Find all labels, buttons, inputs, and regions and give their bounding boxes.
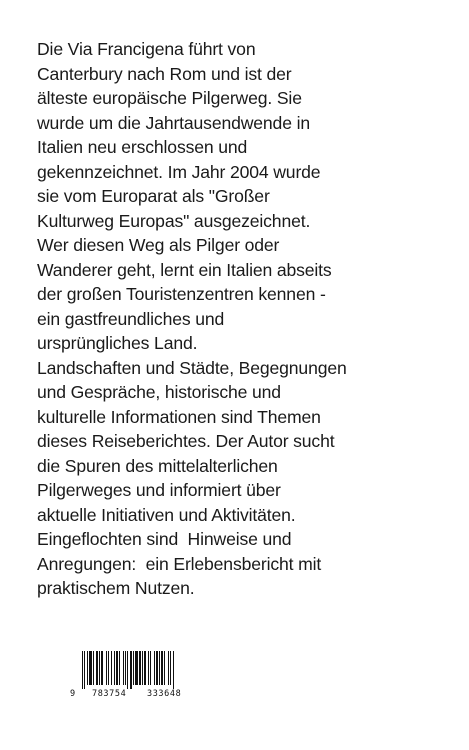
barcode-bar [84, 651, 85, 689]
blurb-line: und Gespräche, historische und [37, 382, 281, 402]
barcode-bar [108, 651, 109, 685]
barcode-bar [119, 651, 120, 685]
blurb-line: Landschaften und Städte, Begegnungen [37, 357, 347, 378]
blurb-line: Wer diesen Weg als Pilger oder [37, 235, 280, 255]
blurb-line: Pilgerweges und informiert über [37, 480, 281, 500]
barcode-bar [164, 651, 165, 685]
barcode-bar [170, 651, 171, 685]
blurb-line: Die Via Francigena führt von [37, 39, 256, 59]
blurb-line: Anregungen: ein Erlebensbericht mit [37, 553, 322, 574]
barcode-bar [111, 651, 112, 685]
barcode-bar [125, 651, 126, 685]
blurb-line: Eingeflochten sind Hinweise und [37, 529, 292, 549]
barcode-bar [116, 651, 118, 685]
blurb-line: der großen Touristenzentren kennen - [37, 284, 326, 304]
blurb-line: dieses Reiseberichtes. Der Autor sucht [37, 431, 335, 451]
barcode-bar [114, 651, 115, 685]
barcode-bar [123, 651, 124, 685]
barcode-lead-digit: 9 [70, 689, 76, 699]
barcode-bar [161, 651, 163, 685]
barcode-bar [173, 651, 174, 689]
blurb-line: ursprüngliches Land. [37, 333, 198, 353]
barcode-bar [89, 651, 92, 685]
barcode-bar [133, 651, 134, 685]
blurb-line: sie vom Europarat als "Großer [37, 186, 270, 206]
barcode-bar [130, 651, 132, 689]
barcode-bar [142, 651, 143, 685]
barcode-bar [93, 651, 94, 685]
blurb-line: älteste europäische Pilgerweg. Sie [37, 88, 302, 108]
blurb-line: ein gastfreundliches und [37, 308, 225, 329]
barcode-bar [168, 651, 169, 685]
barcode-right-digits: 333648 [147, 689, 182, 699]
blurb-line: Kulturweg Europas" ausgezeichnet. [37, 210, 311, 231]
blurb-line: gekennzeichnet. Im Jahr 2004 wurde [37, 161, 321, 182]
blurb-line: Italien neu erschlossen und [37, 137, 248, 157]
blurb-line: Canterbury nach Rom und ist der [37, 63, 292, 84]
barcode-bar [139, 651, 141, 685]
blurb-text [37, 37, 457, 601]
barcode-bar [150, 651, 151, 685]
blurb-line: die Spuren des mittelalterlichen [37, 455, 278, 476]
isbn-barcode [62, 649, 192, 707]
blurb-line: wurde um die Jahrtausendwende in [37, 112, 310, 133]
barcode-bar [135, 651, 138, 685]
barcode-bars-icon [82, 651, 182, 689]
barcode-bar [127, 651, 128, 689]
barcode-bar [87, 651, 88, 685]
barcode-bar [106, 651, 107, 685]
blurb-line: Wanderer geht, lernt ein Italien abseits [37, 259, 332, 280]
blurb-line: kulturelle Informationen sind Themen [37, 406, 321, 427]
barcode-bar [159, 651, 160, 685]
barcode-bar [101, 651, 103, 685]
blurb-line: aktuelle Initiativen und Aktivitäten. [37, 504, 296, 525]
blurb-line: praktischem Nutzen. [37, 578, 195, 598]
barcode-bar [144, 651, 146, 685]
barcode-bar [96, 651, 98, 685]
barcode-bar [156, 651, 158, 685]
barcode-bar [82, 651, 83, 689]
barcode-bar [154, 651, 155, 685]
barcode-bar [99, 651, 100, 685]
barcode-left-digits: 783754 [92, 689, 127, 699]
barcode-bar [148, 651, 149, 685]
